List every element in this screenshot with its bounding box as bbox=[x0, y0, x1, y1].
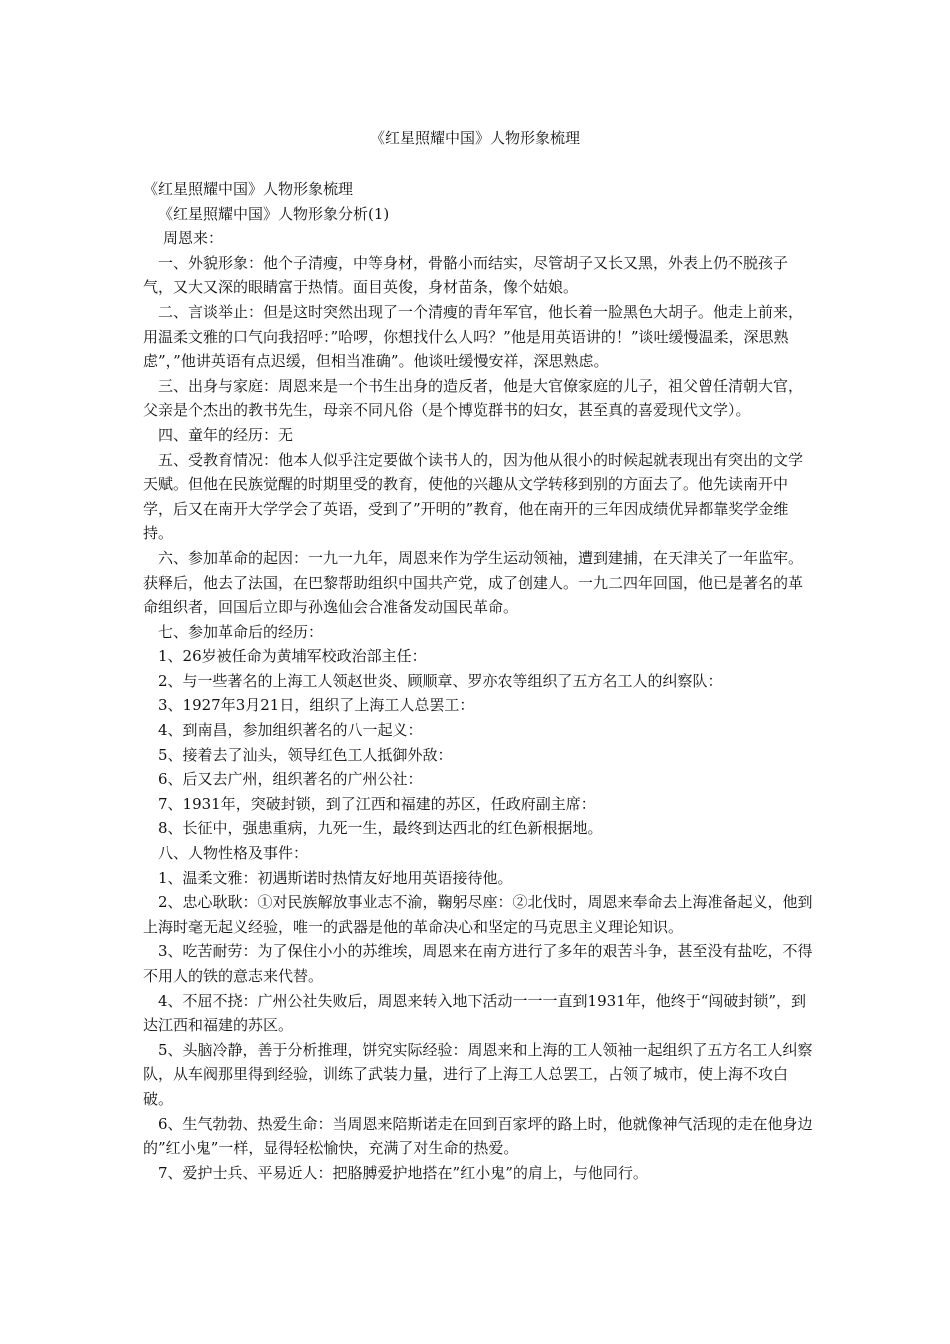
paragraph-education: 五、受教育情况：他本人似乎注定要做个读书人的，因为他从很小的时候起就表现出有突出的文学天赋。但他在民族觉醒的时期里受的教育，使他的兴趣从文学转移到别的方面去了。他先读南开中学，后又在南开大学学会了英语，受到了”开明的”教育，他在南开的三年因成绩优异都靠奖学金维持。 bbox=[143, 450, 804, 543]
list-item: 5、接着去了汕头，领导红色工人抵御外敌： bbox=[158, 745, 453, 764]
paragraph-character-traits: 八、人物性格及事件： bbox=[158, 844, 309, 863]
document-title: 《红星照耀中国》人物形象梳理 bbox=[369, 129, 580, 147]
list-item: 6、生气勃勃、热爱生命：当周恩来陪斯诺走在回到百家坪的路上时，他就像神气活现的走在他身边的”红小鬼”一样，显得轻松愉快，充满了对生命的热爱。 bbox=[143, 1114, 813, 1158]
list-item: 2、忠心耿耿：①对民族解放事业志不渝，鞠躬尽座：②北伐时，周恩来奉命去上海准备起义，他到上海时毫无起义经验，唯一的武器是他的革命决心和坚定的马克思主义理论知识。 bbox=[143, 893, 813, 936]
list-item: 3、1927年3月21日，组织了上海工人总罢工： bbox=[158, 696, 475, 715]
paragraph-revolution-experience: 七、参加革命后的经历： bbox=[158, 622, 324, 641]
list-item: 1、温柔文雅：初遇斯诺时热情友好地用英语接待他。 bbox=[158, 868, 513, 887]
paragraph-heading: 《红星照耀中国》人物形象梳理 bbox=[143, 180, 354, 198]
list-item: 3、吃苦耐劳：为了保住小小的苏维埃，周恩来在南方进行了多年的艰苦斗争，甚至没有盐吃，不得不用人的铁的意志来代替。 bbox=[143, 942, 813, 985]
paragraph-childhood: 四、童年的经历：无 bbox=[158, 425, 294, 444]
paragraph-revolution-start: 六、参加革命的起因：一九一九年，周恩来作为学生运动领袖，遭到建捕，在天津关了一年监牢。获释后，他去了法国，在巴黎帮助组织中国共产党，成了创建人。一九二四年回国，他已是著名的革命组织者，回国后立即与孙逸仙会合准备发动国民革命。 bbox=[143, 548, 804, 617]
list-item: 7、爱护士兵、平易近人：把胳膊爱护地搭在”红小鬼”的肩上，与他同行。 bbox=[158, 1163, 648, 1182]
list-item: 5、头脑冷静，善于分析推理，饼究实际经验：周恩来和上海的工人领袖一起组织了五方名工人纠察队，从车阀那里得到经验，训练了武装力量，进行了上海工人总罢工，占领了城市，使上海不攻白破。 bbox=[143, 1040, 813, 1108]
list-item: 8、长征中，强患重病，九死一生，最终到达西北的红色新根据地。 bbox=[158, 819, 603, 838]
list-item: 2、与一些著名的上海工人领赵世炎、顾顺章、罗亦农等组织了五方名工人的纠察队： bbox=[158, 671, 723, 690]
paragraph-appearance: 一、外貌形象：他个子清瘦，中等身材，骨骼小而结实，尽管胡子又长又黑，外表上仍不脱孩子气，又大又深的眼睛富于热情。面目英俊，身材苗条，像个姑娘。 bbox=[143, 253, 789, 297]
paragraph-speech: 二、言谈举止：但是这时突然出现了一个清瘦的青年军官，他长着一脸黑色大胡子。他走上前来，用温柔文雅的口气向我招呼：”哈啰，你想找什么人吗？”他是用英语讲的！”谈吐缓慢温柔，深思熟虑”，”他讲英语有点迟缓，但相当准确”。他谈吐缓慢安祥，深思熟虑。 bbox=[143, 302, 804, 371]
list-item: 4、不屈不挠：广州公社失败后，周恩来转入地下活动一一一直到1931年，他终于“闯破封锁”，到达江西和福建的苏区。 bbox=[143, 991, 807, 1035]
list-item: 6、后又去广州，组织著名的广州公社： bbox=[158, 770, 423, 789]
list-item: 1、26岁被任命为黄埔军校政治部主任： bbox=[158, 647, 427, 666]
document-body bbox=[143, 177, 813, 1185]
paragraph-subheading: 《红星照耀中国》人物形象分析(1) bbox=[158, 204, 390, 223]
list-item: 7、1931年，突破封锁，到了江西和福建的苏区，任政府副主席： bbox=[158, 794, 596, 813]
paragraph-person-name: 周恩来： bbox=[163, 229, 224, 248]
paragraph-family: 三、出身与家庭：周恩来是一个书生出身的造反者，他是大官僚家庭的儿子，祖父曾任清朝大官，父亲是个杰出的教书先生，母亲不同凡俗（是个博览群书的妇女，甚至真的喜爱现代文学）。 bbox=[143, 376, 804, 420]
list-item: 4、到南昌，参加组织著名的八一起义： bbox=[158, 721, 423, 740]
